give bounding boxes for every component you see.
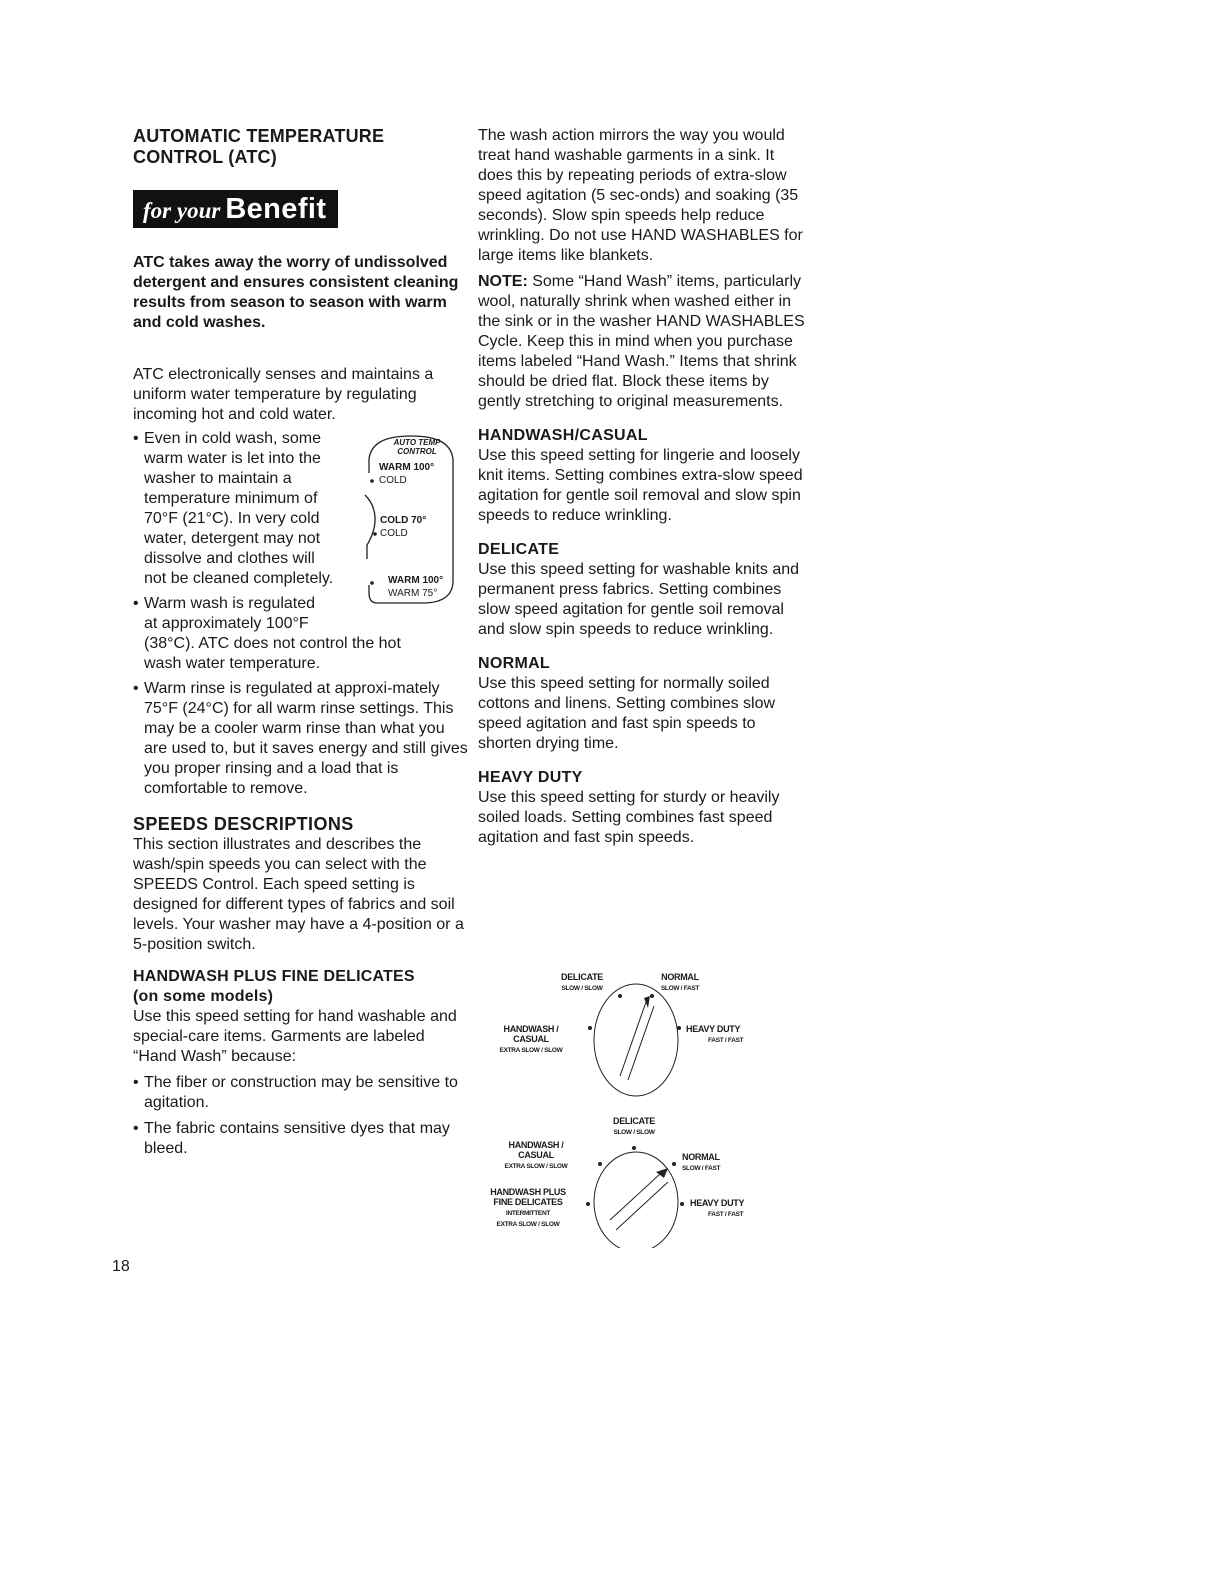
knob-label-warm-100-b: WARM 100° <box>388 575 444 586</box>
text-line: • Warm wash is regulated <box>144 595 316 612</box>
right-column <box>478 126 808 848</box>
note-paragraph <box>478 272 808 412</box>
label-sub: SLOW / FAST <box>682 1165 721 1172</box>
normal-paragraph: Use this speed setting for normally soiled cottons and linens. Setting combines slow speed agitation and fast spin speeds to shorten drying time. <box>478 675 776 752</box>
atc-description: ATC electronically senses and maintains a uniform water temperature by regulating incoming hot and cold water. <box>133 366 434 423</box>
label-text: HEAVY DUTY <box>686 1024 741 1034</box>
label-text-2: FINE DELICATES <box>493 1197 563 1207</box>
label-sub: EXTRA SLOW / SLOW <box>499 1047 563 1054</box>
text-line: water, detergent may not <box>144 530 321 547</box>
label-sub: SLOW / SLOW <box>561 985 603 992</box>
text-line: (38°C). ATC does not control the hot <box>144 635 401 652</box>
label-sub-2: EXTRA SLOW / SLOW <box>496 1221 560 1228</box>
label-sub: EXTRA SLOW / SLOW <box>504 1163 568 1170</box>
left-column <box>133 126 468 1159</box>
text-line: • Even in cold wash, some <box>144 430 321 447</box>
text-line: not be cleaned completely. <box>144 570 334 587</box>
note-label: NOTE: <box>478 273 528 290</box>
label-sub: SLOW / FAST <box>660 985 700 992</box>
knob-label-warm-75: WARM 75° <box>388 588 438 599</box>
atc-heading <box>133 126 468 168</box>
dial5-label-heavy-duty <box>690 1198 744 1219</box>
label-sub: FAST / FAST <box>708 1211 744 1218</box>
text-line: warm water is let into the <box>144 450 321 467</box>
dial4-label-heavy-duty <box>686 1024 743 1045</box>
atc-bullet-warm-wash <box>133 594 468 674</box>
knob-label-warm-100: WARM 100° <box>379 462 435 473</box>
handwash-bullet-fiber <box>133 1073 468 1113</box>
label-sub: SLOW / SLOW <box>613 1129 655 1136</box>
heavy-duty-paragraph: Use this speed setting for sturdy or heavily soiled loads. Setting combines fast speed agitation and fast spin speeds. <box>478 789 780 846</box>
label-text: HANDWASH PLUS <box>490 1187 566 1197</box>
speeds-dial-illustrations <box>478 968 798 1248</box>
for-your-benefit-banner <box>133 190 338 228</box>
knob-title-line2: CONTROL <box>397 447 437 456</box>
label-text: HEAVY DUTY <box>690 1198 745 1208</box>
delicate-paragraph: Use this speed setting for washable knits and permanent press fabrics. Setting combines slow speed agitation for gentle soil removal and slow spin speeds to reduce wrinkling. <box>478 561 800 638</box>
label-text: HANDWASH / <box>508 1140 564 1150</box>
text-line: dissolve and clothes will <box>144 550 315 567</box>
dial5-label-handwash-plus <box>478 1187 578 1229</box>
atc-heading-line1: AUTOMATIC TEMPERATURE <box>133 126 385 146</box>
dial4-label-normal <box>650 972 710 993</box>
note-text: Some “Hand Wash” items, particularly wool, naturally shrink when washed either in the sink or in the washer HAND WASHABLES Cycle. Keep this in mind when you purchase items labeled “Hand Wash.” Items that shrink should be dried flat. Block these items by gently stretching to original measurements. <box>478 273 805 410</box>
dial5-label-handwash <box>480 1140 592 1171</box>
knob-title-line1: AUTO TEMP <box>393 438 441 447</box>
dial4-label-handwash <box>494 1024 568 1055</box>
knob-title <box>377 438 457 456</box>
label-text: HANDWASH / <box>503 1024 559 1034</box>
bullet-text: The fabric contains sensitive dyes that may bleed. <box>144 1120 450 1157</box>
handwash-casual-heading: HANDWASH/CASUAL <box>478 427 648 444</box>
handwash-plus-subheading: (on some models) <box>133 988 274 1005</box>
label-text: NORMAL <box>682 1152 720 1162</box>
atc-bullet-warm-rinse <box>133 679 468 799</box>
label-text-2: CASUAL <box>518 1150 554 1160</box>
text-line: 70°F (21°C). In very cold <box>144 510 320 527</box>
banner-big-text: Benefit <box>225 193 327 225</box>
label-text: DELICATE <box>613 1116 655 1126</box>
dial5-label-normal <box>682 1152 720 1173</box>
handwash-plus-paragraph: Use this speed setting for hand washable and special-care items. Garments are labeled “Hand Wash” because: <box>133 1008 457 1065</box>
handwash-casual-paragraph: Use this speed setting for lingerie and loosely knit items. Setting combines extra-slow speed agitation for gentle soil removal and slow spin speeds to reduce wrinkling. <box>478 447 803 524</box>
text-line: temperature minimum of <box>144 490 318 507</box>
heavy-duty-heading: HEAVY DUTY <box>478 769 583 786</box>
label-sub: FAST / FAST <box>708 1037 744 1044</box>
label-sub: INTERMITTENT <box>505 1210 551 1217</box>
bullet-text: The fiber or construction may be sensitive to agitation. <box>144 1074 458 1111</box>
wash-action-paragraph: The wash action mirrors the way you would treat hand washable garments in a sink. It does this by repeating periods of extra-slow speed agitation (5 sec-onds) and soaking (35 seconds). Slow spin speeds help reduce wrinkling. Do not use HAND WASHABLES for large items like blankets. <box>478 127 803 264</box>
page-number: 18 <box>112 1258 130 1275</box>
atc-heading-line2: CONTROL (ATC) <box>133 147 277 167</box>
atc-lead-paragraph: ATC takes away the worry of undissolved detergent and ensures consistent cleaning results from season to season with warm and cold washes. <box>133 254 459 331</box>
label-text: DELICATE <box>561 972 603 982</box>
delicate-heading: DELICATE <box>478 541 560 558</box>
speeds-descriptions-heading: SPEEDS DESCRIPTIONS <box>133 814 354 834</box>
text-line: at approximately 100°F <box>144 615 309 632</box>
dial5-label-delicate <box>604 1116 664 1137</box>
bullet-text: Warm rinse is regulated at approxi-mately 75°F (24°C) for all warm rinse settings. This may be a cooler warm rinse than what you are used to, but it saves energy and still gives you proper rinsing and a load that is comfortable to remove. <box>144 680 468 797</box>
label-text-2: CASUAL <box>513 1034 549 1044</box>
banner-small-text: for your <box>143 198 221 223</box>
knob-label-cold-2: COLD <box>380 528 408 539</box>
knob-label-cold-70: COLD 70° <box>380 515 427 526</box>
dial4-label-delicate <box>552 972 612 993</box>
handwash-bullet-dyes <box>133 1119 468 1159</box>
auto-temp-control-knob-illustration <box>363 433 459 605</box>
atc-bullets <box>133 429 468 799</box>
text-line: washer to maintain a <box>144 470 292 487</box>
label-text: NORMAL <box>661 972 699 982</box>
text-line: wash water temperature. <box>144 655 321 672</box>
normal-heading: NORMAL <box>478 655 551 672</box>
handwash-plus-heading: HANDWASH PLUS FINE DELICATES <box>133 968 415 985</box>
speeds-descriptions-paragraph: This section illustrates and describes the wash/spin speeds you can select with the SPEEDS Control. Each speed setting is designed for different types of fabrics and soil levels. Your washer may have a 4-position or a 5-position switch. <box>133 836 464 953</box>
knob-label-cold: COLD <box>379 475 407 486</box>
